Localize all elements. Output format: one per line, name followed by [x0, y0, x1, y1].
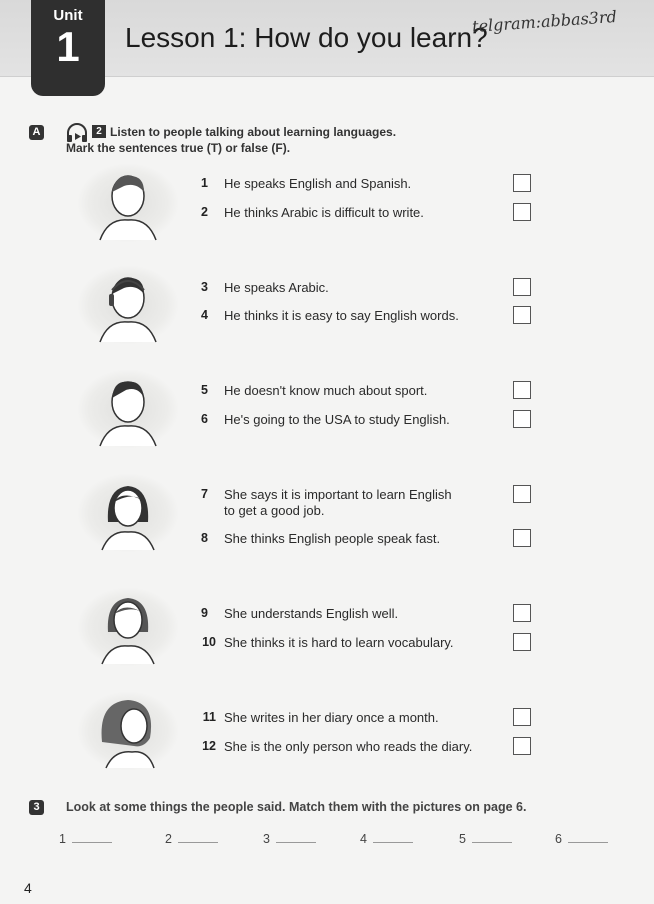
tf-checkbox[interactable] [513, 278, 531, 296]
unit-label: Unit [53, 7, 83, 24]
blank-number: 1 [59, 832, 66, 846]
statement-number: 7 [201, 487, 208, 501]
statement-text: He speaks Arabic. [224, 280, 329, 295]
person-portrait-2 [78, 266, 178, 344]
statement-number: 9 [201, 606, 208, 620]
match-blank[interactable] [52, 830, 112, 848]
answer-line[interactable] [373, 842, 413, 843]
match-blank[interactable] [452, 830, 512, 848]
tf-checkbox[interactable] [513, 708, 531, 726]
headphone-icon [66, 123, 88, 143]
statement-text-line2: to get a good job. [224, 503, 325, 518]
unit-number: 1 [56, 23, 80, 70]
statement-number: 6 [201, 412, 208, 426]
answer-line[interactable] [568, 842, 608, 843]
statement-text: She thinks English people speak fast. [224, 531, 441, 546]
instruction-line2: Mark the sentences true (T) or false (F). [66, 141, 291, 155]
tf-checkbox[interactable] [513, 485, 531, 503]
answer-line[interactable] [72, 842, 112, 843]
person-portrait-6 [78, 692, 178, 770]
person-portrait-1 [78, 164, 178, 242]
statement-text-line1: She says it is important to learn English [224, 487, 452, 502]
answer-line[interactable] [472, 842, 512, 843]
page-number: 4 [24, 880, 32, 896]
statement-number: 4 [201, 308, 208, 322]
tf-checkbox[interactable] [513, 306, 531, 324]
match-blank[interactable] [256, 830, 316, 848]
unit-tab [31, 0, 105, 96]
statement-number: 1 [201, 176, 208, 190]
person-portrait-5 [78, 588, 178, 666]
match-blank[interactable] [548, 830, 608, 848]
exercise-a-label: A [29, 125, 44, 140]
watermark: telgram:abbas3rd [471, 6, 618, 37]
statement-number: 2 [201, 205, 208, 219]
exercise-3-instruction: Look at some things the people said. Match them with the pictures on page 6. [66, 800, 527, 814]
lesson-title: Lesson 1: How do you learn? [125, 22, 488, 53]
blank-number: 6 [555, 832, 562, 846]
tf-checkbox[interactable] [513, 203, 531, 221]
answer-line[interactable] [178, 842, 218, 843]
match-blank[interactable] [353, 830, 413, 848]
answer-line[interactable] [276, 842, 316, 843]
match-blank[interactable] [158, 830, 218, 848]
tf-checkbox[interactable] [513, 410, 531, 428]
statement-text: He thinks it is easy to say English words. [224, 308, 459, 323]
tf-checkbox[interactable] [513, 381, 531, 399]
blank-number: 4 [360, 832, 367, 846]
statement-number: 8 [201, 531, 208, 545]
statement-text: She is the only person who reads the diary. [224, 739, 473, 754]
statement-text: He doesn't know much about sport. [224, 383, 428, 398]
tf-checkbox[interactable] [513, 174, 531, 192]
statement-text: He thinks Arabic is difficult to write. [224, 205, 424, 220]
instruction-line1: Listen to people talking about learning languages. [110, 125, 397, 139]
statement-text: She understands English well. [224, 606, 399, 621]
tf-checkbox[interactable] [513, 604, 531, 622]
tf-checkbox[interactable] [513, 633, 531, 651]
statement-text: She writes in her diary once a month. [224, 710, 439, 725]
tf-checkbox[interactable] [513, 529, 531, 547]
person-portrait-3 [78, 370, 178, 448]
blank-number: 5 [459, 832, 466, 846]
track-number-badge: 2 [92, 125, 106, 138]
tf-checkbox[interactable] [513, 737, 531, 755]
statement-number: 3 [201, 280, 208, 294]
statement-text: He's going to the USA to study English. [224, 412, 450, 427]
blank-number: 3 [263, 832, 270, 846]
statement-text: He speaks English and Spanish. [224, 176, 412, 191]
blank-number: 2 [165, 832, 172, 846]
statement-number: 5 [201, 383, 208, 397]
statement-number: 11 [202, 710, 216, 724]
statement-text: She thinks it is hard to learn vocabulary. [224, 635, 454, 650]
person-portrait-4 [78, 474, 178, 552]
statement-number: 12 [202, 739, 216, 753]
exercise-3-label: 3 [29, 800, 44, 815]
statement-number: 10 [202, 635, 216, 649]
